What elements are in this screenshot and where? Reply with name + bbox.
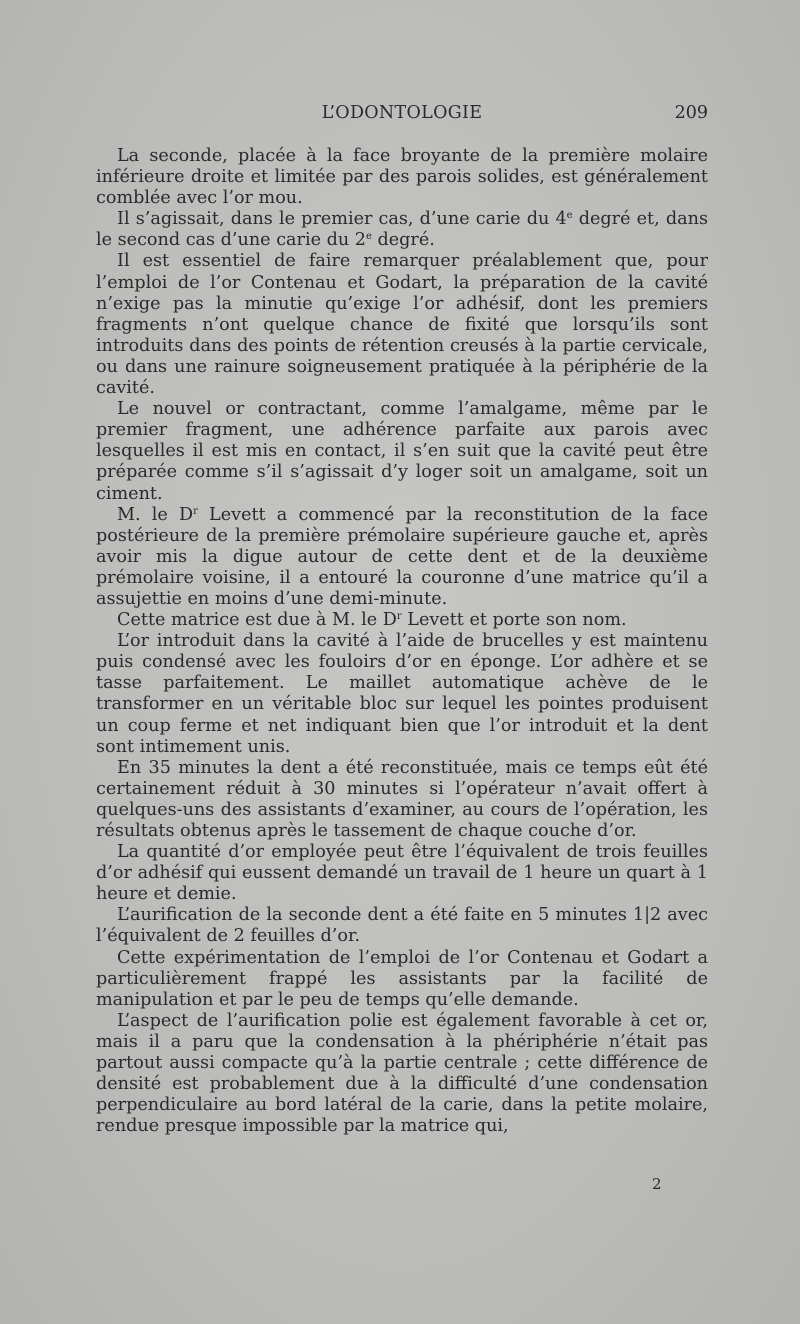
page-header [96,103,708,129]
signature-mark: 2 [652,1175,662,1193]
text-run: L’or introduit dans la cavité à l’aide de brucelles y est maintenu puis condensé avec les fouloirs d’or en éponge. L’or adhère et se tasse parfaitement. Le maillet automatique achève de le transformer en un véritable bloc sur lequel les pointes produisent un coup ferme et net indiquant bien que l’or introduit et la dent sont intimement unis. [96,631,708,757]
text-run: Il s’agissait, dans le premier cas, d’une carie du 4 [117,209,567,230]
page-number: 209 [674,103,708,123]
text-run: Levett et porte son nom. [401,610,627,631]
paragraph [96,758,708,842]
text-run: Il est essentiel de faire remarquer préalablement que, pour l’emploi de l’or Contenau et Godart, la préparation de la cavité n’exige pas la minutie qu’exige l’or adhésif, dont les premiers fragments n’ont quelque chance de fixité que lorsqu’ils sont introduits dans des points de rétention creusés à la partie cervicale, ou dans une rainure soigneusement pratiquée à la périphérie de la cavité. [96,251,708,399]
text-run: Cette expérimentation de l’emploi de l’or Contenau et Godart a particulièrement frappé les assistants par la facilité de manipulation et par le peu de temps qu’elle demande. [96,947,708,1010]
paragraph [96,1011,708,1138]
text-run: degré. [371,230,435,251]
text-run: La seconde, placée à la face broyante de la première molaire inférieure droite et limitée par des parois solides, est généralement comblée avec l’or mou. [96,146,708,209]
paragraph [96,842,708,905]
superscript: r [193,505,198,517]
running-title: L’ODONTOLOGIE [321,103,483,123]
paragraph [96,209,708,251]
superscript: e [365,231,372,243]
body-text [96,146,708,1137]
text-run: Levett a commencé par la reconstitution de la face postérieure de la première prémolaire supérieure gauche et, après avoir mis la digue autour de cette dent et de la deuxième prémolaire voisine, il a entouré la couronne d’une matrice qu’il a assujettie en moins d’une demi-minute. [96,504,708,609]
text-run: Le nouvel or contractant, comme l’amalgame, même par le premier fragment, une adhérence parfaite aux parois avec lesquelles il est mis en contact, il s’en suit que la cavité peut être préparée comme s’il s’agissait d’y loger soit un amalgame, soit un ciment. [96,399,708,504]
text-run: Cette matrice est due à M. le D [117,610,397,631]
paragraph [96,251,708,399]
superscript: e [566,210,573,222]
text-run: En 35 minutes la dent a été reconstituée, mais ce temps eût été certainement réduit à 30 minutes si l’opérateur n’avait offert à quelques-uns des assistants d’examiner, au cours de l’opération, les résultats obtenus après le tassement de chaque couche d’or. [96,757,708,841]
paragraph [96,905,708,947]
paragraph [96,948,708,1011]
text-run: La quantité d’or employée peut être l’équivalent de trois feuilles d’or adhésif qui eussent demandé un travail de 1 heure un quart à 1 heure et demie. [96,842,708,905]
paragraph [96,146,708,209]
paragraph [96,610,708,631]
text-run: L’aurification de la seconde dent a été faite en 5 minutes 1|2 avec l’équivalent de 2 feuilles d’or. [96,905,708,947]
superscript: r [396,611,402,623]
paragraph [96,505,708,610]
paragraph [96,631,708,758]
text-run: M. le D [117,504,194,525]
text-run: L’aspect de l’aurification polie est également favorable à cet or, mais il a paru que la condensation à la phériphérie n’était pas partout aussi compacte qu’à la partie centrale ; cette différence de densité est probablement due à la difficulté d’une condensation perpendiculaire au bord latéral de la carie, dans la petite molaire, rendue presque impossible par la matrice qui, [96,1010,708,1137]
text-run: degré et, dans le second cas d’une carie du 2 [96,209,708,251]
paragraph [96,399,708,504]
